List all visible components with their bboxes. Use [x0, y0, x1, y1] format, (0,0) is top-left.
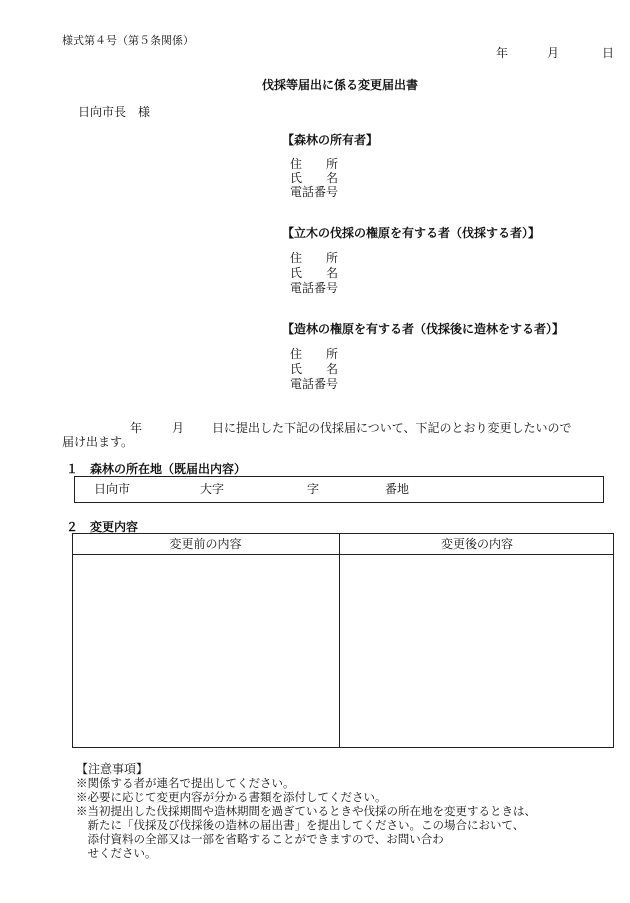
- logger-address-label: 住 所: [290, 251, 339, 265]
- owner-phone-label: 電話番号: [290, 185, 339, 199]
- intro-line-2: 届け出ます。: [62, 435, 134, 449]
- owner-name-label: 氏 名: [290, 171, 339, 185]
- reforester-name-label: 氏 名: [290, 362, 339, 376]
- note-line: せください。: [76, 846, 157, 860]
- date-year-label: 年: [496, 46, 509, 60]
- intro-month: 月: [172, 421, 185, 435]
- logger-phone-label: 電話番号: [290, 281, 339, 295]
- note-line: ※必要に応じて変更内容が分かる書類を添付してください。: [76, 790, 387, 804]
- reforester-heading: 【造林の権原を有する者（伐採後に造林をする者）】: [282, 322, 565, 336]
- changes-table-column-divider: [339, 533, 340, 748]
- location-box: [74, 476, 604, 503]
- note-line: ※関係する者が連名で提出してください。: [76, 776, 295, 790]
- location-ji: 字: [307, 482, 320, 496]
- intro-year: 年: [130, 421, 143, 435]
- note-line: ※当初提出した伐採期間や造林期間を過ぎているときや伐採の所在地を変更するときは、: [76, 804, 536, 818]
- location-city: 日向市: [94, 482, 131, 496]
- section1-title: １ 森林の所在地（既届出内容）: [66, 462, 247, 476]
- form-number: 様式第４号（第５条関係）: [62, 34, 194, 47]
- document-title: 伐採等届出に係る変更届出書: [261, 78, 418, 92]
- logger-name-label: 氏 名: [290, 266, 339, 280]
- section2-title: ２ 変更内容: [66, 520, 139, 534]
- after-content-cell[interactable]: [341, 556, 613, 746]
- location-aza: 大字: [200, 482, 225, 496]
- reforester-phone-label: 電話番号: [290, 377, 339, 391]
- note-line: 添付資料の全部又は一部を省略することができますので、お問い合わ: [76, 832, 444, 846]
- owner-address-label: 住 所: [290, 157, 339, 171]
- before-column-header: 変更前の内容: [169, 537, 242, 551]
- logger-heading: 【立木の伐採の権原を有する者（伐採する者）】: [282, 226, 541, 240]
- date-day-label: 日: [602, 46, 615, 60]
- date-month-label: 月: [547, 46, 560, 60]
- before-content-cell[interactable]: [74, 556, 338, 746]
- addressee: 日向市長 様: [78, 105, 151, 119]
- changes-table-header-divider: [72, 554, 614, 555]
- note-line: 新たに「伐採及び伐採後の造林の届出書」を提出してください。この場合において、: [76, 818, 525, 832]
- location-banchi: 番地: [385, 482, 410, 496]
- notes-heading: 【注意事項】: [76, 762, 149, 776]
- intro-line-1: 日に提出した下記の伐採届について、下記のとおり変更したいので: [212, 421, 572, 435]
- owner-heading: 【森林の所有者】: [282, 133, 379, 147]
- after-column-header: 変更後の内容: [440, 537, 513, 551]
- reforester-address-label: 住 所: [290, 347, 339, 361]
